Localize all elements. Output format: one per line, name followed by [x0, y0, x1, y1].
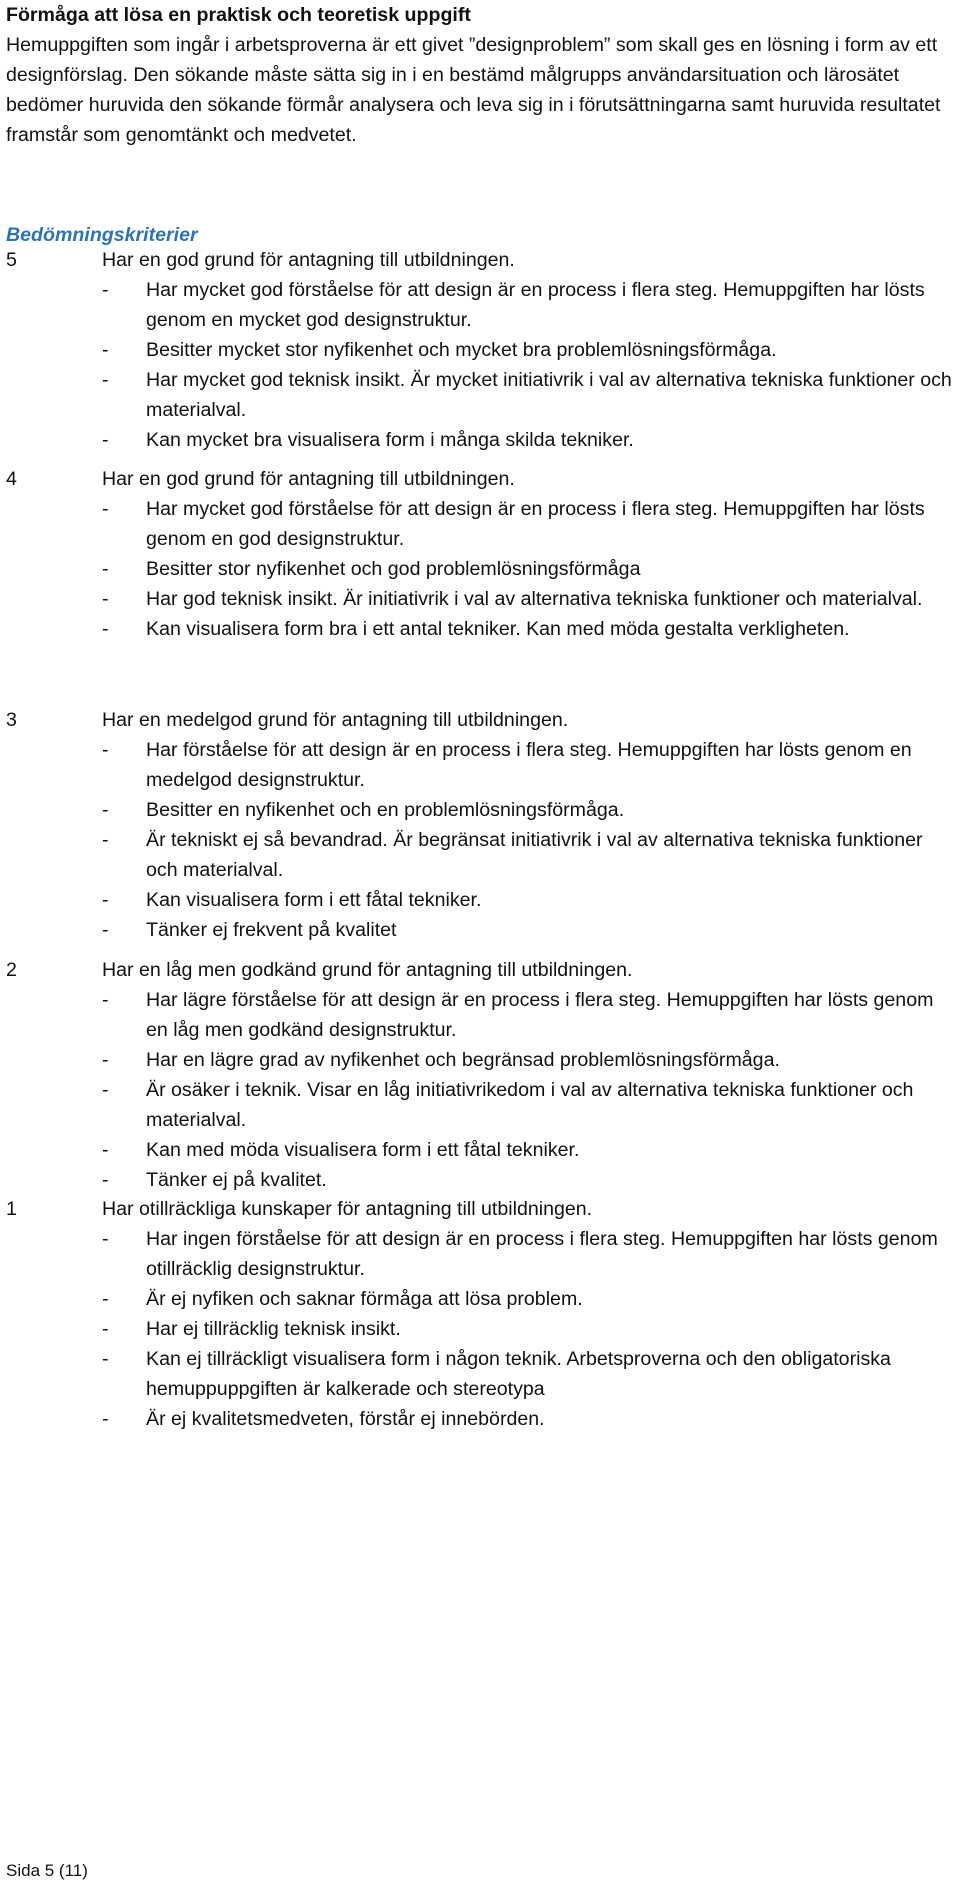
bullet-dash: -	[102, 558, 109, 580]
criteria-bullet	[6, 1284, 956, 1314]
criteria-bullet	[6, 335, 956, 365]
criteria-bullet	[6, 494, 956, 554]
bullet-text: Kan visualisera form i ett fåtal tekniker.	[146, 889, 482, 911]
criteria-heading: Bedömningskriterier	[6, 224, 198, 246]
bullet-dash: -	[102, 1049, 109, 1071]
criteria-bullet	[6, 1224, 956, 1284]
bullet-text: Besitter stor nyfikenhet och god problemlösningsförmåga	[146, 558, 641, 580]
bullet-text: Är ej kvalitetsmedveten, förstår ej innebörden.	[146, 1408, 545, 1430]
bullet-dash: -	[102, 889, 109, 911]
bullet-dash: -	[102, 588, 109, 610]
criteria-bullet	[6, 425, 956, 455]
criteria-bullet	[6, 554, 956, 584]
bullet-text: Tänker ej frekvent på kvalitet	[146, 919, 397, 941]
page-number: Sida 5 (11)	[6, 1861, 88, 1880]
bullet-dash: -	[102, 989, 109, 1011]
criteria-level-1	[6, 1194, 956, 1434]
level-header	[6, 464, 956, 494]
bullet-dash: -	[102, 1139, 109, 1161]
bullet-text: Har förståelse för att design är en process i flera steg. Hemuppgiften har lösts genom en medelgod designstruktur.	[146, 739, 912, 791]
criteria-bullet	[6, 885, 956, 915]
bullet-dash: -	[102, 1348, 109, 1370]
criteria-bullet	[6, 825, 956, 885]
level-summary: Har en god grund för antagning till utbildningen.	[102, 468, 515, 490]
level-header	[6, 1194, 956, 1224]
bullet-dash: -	[102, 618, 109, 640]
criteria-bullet	[6, 795, 956, 825]
criteria-bullet	[6, 614, 956, 644]
bullet-dash: -	[102, 739, 109, 761]
bullet-text: Kan visualisera form bra i ett antal tekniker. Kan med möda gestalta verkligheten.	[146, 618, 850, 640]
bullet-text: Är ej nyfiken och saknar förmåga att lösa problem.	[146, 1288, 583, 1310]
criteria-bullet	[6, 1135, 956, 1165]
bullet-text: Har ej tillräcklig teknisk insikt.	[146, 1318, 401, 1340]
bullet-text: Kan mycket bra visualisera form i många skilda tekniker.	[146, 429, 634, 451]
level-number: 5	[6, 249, 17, 271]
criteria-bullet	[6, 1314, 956, 1344]
criteria-level-3	[6, 705, 956, 945]
bullet-text: Har lägre förståelse för att design är en process i flera steg. Hemuppgiften har lösts genom en låg men godkänd designstruktur.	[146, 989, 934, 1041]
bullet-dash: -	[102, 829, 109, 851]
level-header	[6, 245, 956, 275]
bullet-text: Kan med möda visualisera form i ett fåtal tekniker.	[146, 1139, 580, 1161]
bullet-text: Har mycket god förståelse för att design är en process i flera steg. Hemuppgiften har lösts genom en god designstruktur.	[146, 498, 925, 550]
intro-paragraph: Hemuppgiften som ingår i arbetsproverna är ett givet ”designproblem” som skall ges en lösning i form av ett designförslag. Den sökande måste sätta sig in i en bestämd målgrupps användarsituation och lärosätet bedömer huruvida den sökande förmår analysera och leva sig in i förutsättningarna samt huruvida resultatet framstår som genomtänkt och medvetet.	[6, 34, 941, 146]
bullet-dash: -	[102, 1318, 109, 1340]
bullet-dash: -	[102, 339, 109, 361]
bullet-text: Tänker ej på kvalitet.	[146, 1169, 327, 1191]
bullet-text: Kan ej tillräckligt visualisera form i någon teknik. Arbetsproverna och den obligatoriska hemuppuppgiften är kalkerade och stereotypa	[146, 1348, 891, 1400]
criteria-bullet	[6, 1344, 956, 1404]
bullet-text: Är tekniskt ej så bevandrad. Är begränsat initiativrik i val av alternativa tekniska funktioner och materialval.	[146, 829, 923, 881]
level-summary: Har otillräckliga kunskaper för antagning till utbildningen.	[102, 1198, 593, 1220]
criteria-bullet	[6, 1045, 956, 1075]
bullet-text: Besitter en nyfikenhet och en problemlösningsförmåga.	[146, 799, 625, 821]
bullet-dash: -	[102, 369, 109, 391]
criteria-bullet	[6, 1404, 956, 1434]
intro-section	[6, 0, 951, 150]
level-number: 1	[6, 1198, 17, 1220]
criteria-bullet	[6, 365, 956, 425]
bullet-dash: -	[102, 1169, 109, 1191]
bullet-dash: -	[102, 1079, 109, 1101]
bullet-text: Har mycket god teknisk insikt. Är mycket initiativrik i val av alternativa tekniska funktioner och materialval.	[146, 369, 952, 421]
criteria-level-5	[6, 245, 956, 455]
bullet-dash: -	[102, 1228, 109, 1250]
level-number: 4	[6, 468, 17, 490]
criteria-bullet	[6, 1075, 956, 1135]
section-title: Förmåga att lösa en praktisk och teoretisk uppgift	[6, 4, 471, 26]
criteria-bullet	[6, 985, 956, 1045]
level-number: 2	[6, 959, 17, 981]
criteria-level-2	[6, 955, 956, 1195]
bullet-text: Är osäker i teknik. Visar en låg initiativrikedom i val av alternativa tekniska funktioner och materialval.	[146, 1079, 914, 1131]
bullet-dash: -	[102, 1408, 109, 1430]
criteria-bullet	[6, 735, 956, 795]
bullet-text: Besitter mycket stor nyfikenhet och mycket bra problemlösningsförmåga.	[146, 339, 777, 361]
bullet-text: Har ingen förståelse för att design är en process i flera steg. Hemuppgiften har lösts genom otillräcklig designstruktur.	[146, 1228, 938, 1280]
bullet-dash: -	[102, 919, 109, 941]
level-summary: Har en medelgod grund för antagning till utbildningen.	[102, 709, 569, 731]
criteria-bullet	[6, 1165, 956, 1195]
criteria-level-4	[6, 464, 956, 644]
bullet-dash: -	[102, 799, 109, 821]
bullet-text: Har god teknisk insikt. Är initiativrik i val av alternativa tekniska funktioner och materialval.	[146, 588, 923, 610]
criteria-bullet	[6, 915, 956, 945]
bullet-dash: -	[102, 498, 109, 520]
bullet-dash: -	[102, 429, 109, 451]
level-header	[6, 955, 956, 985]
level-summary: Har en låg men godkänd grund för antagning till utbildningen.	[102, 959, 633, 981]
bullet-dash: -	[102, 279, 109, 301]
bullet-text: Har en lägre grad av nyfikenhet och begränsad problemlösningsförmåga.	[146, 1049, 780, 1071]
level-number: 3	[6, 709, 17, 731]
level-summary: Har en god grund för antagning till utbildningen.	[102, 249, 515, 271]
criteria-bullet	[6, 275, 956, 335]
criteria-bullet	[6, 584, 956, 614]
level-header	[6, 705, 956, 735]
bullet-dash: -	[102, 1288, 109, 1310]
bullet-text: Har mycket god förståelse för att design är en process i flera steg. Hemuppgiften har lösts genom en mycket god designstruktur.	[146, 279, 925, 331]
